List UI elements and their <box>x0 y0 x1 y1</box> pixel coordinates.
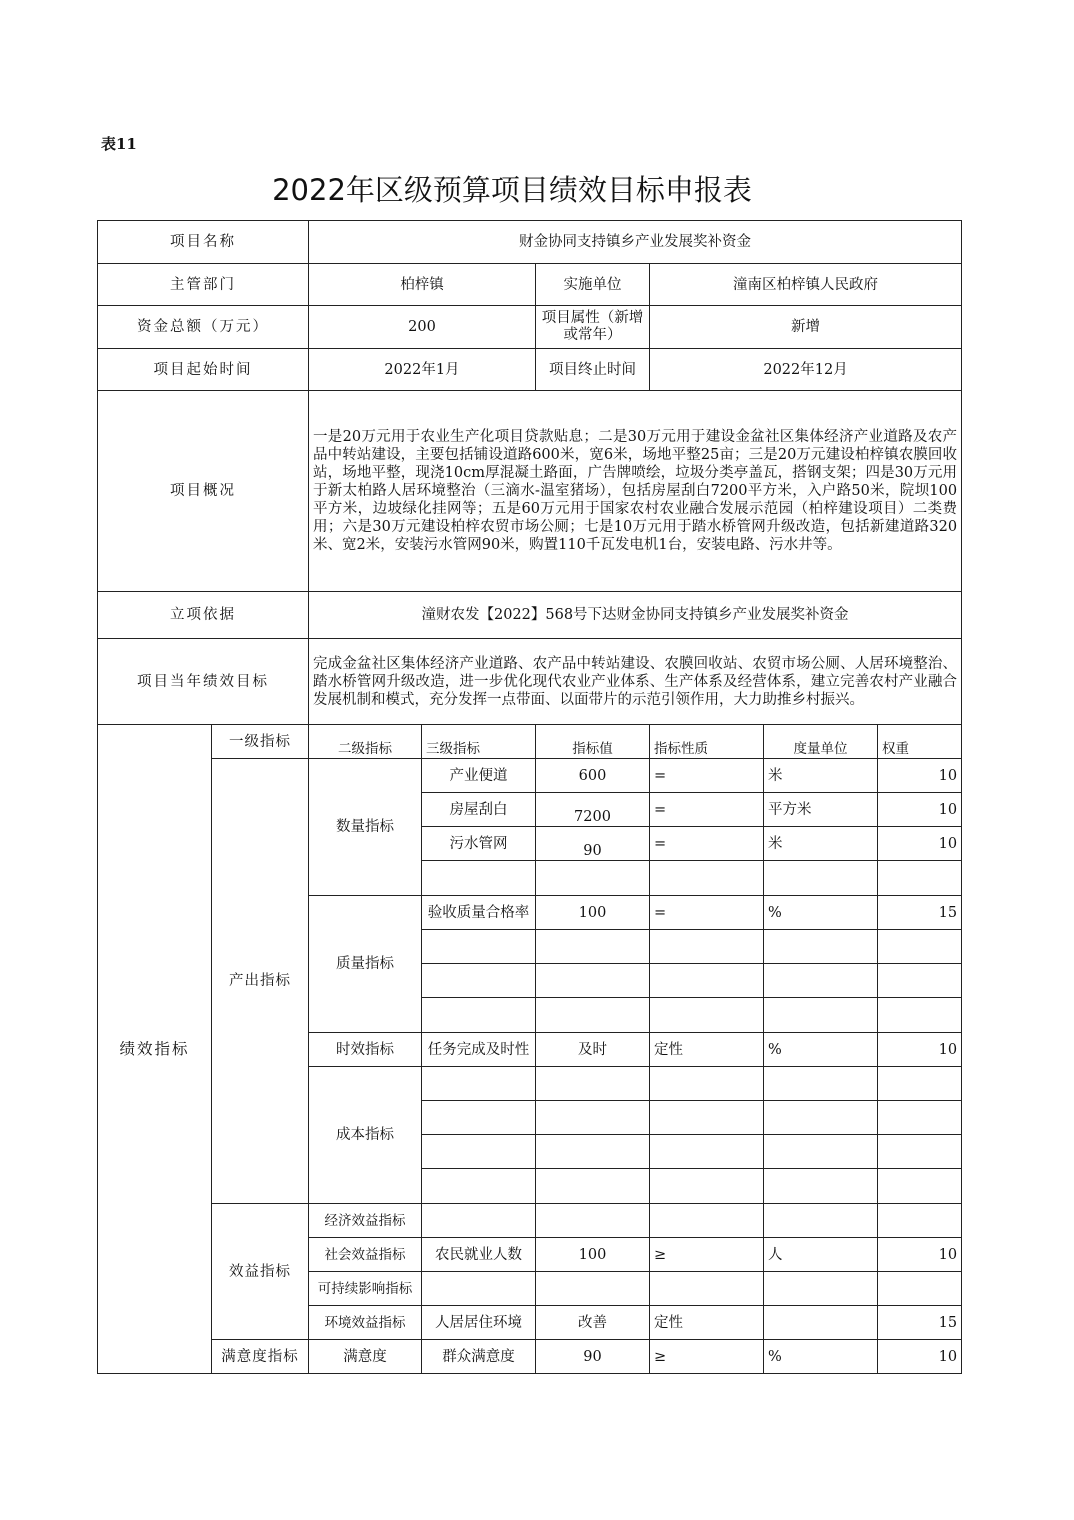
level2-quantity: 数量指标 <box>309 759 422 896</box>
indicator-value: 600 <box>536 759 650 793</box>
indicator-nature: 定性 <box>650 1306 764 1340</box>
empty-cell <box>422 930 536 964</box>
project-attribute-label: 项目属性（新增或常年） <box>536 306 650 349</box>
end-time-label: 项目终止时间 <box>536 349 650 391</box>
indicator-value: 7200 <box>536 793 650 827</box>
total-fund-label: 资金总额（万元） <box>98 306 309 349</box>
empty-cell <box>536 1101 650 1135</box>
level1-benefit: 效益指标 <box>212 1204 309 1340</box>
indicator-nature: = <box>650 759 764 793</box>
indicator-weight: 15 <box>878 1306 962 1340</box>
header-level2: 二级指标 <box>309 725 422 759</box>
indicator-weight: 10 <box>878 827 962 861</box>
empty-cell <box>764 964 878 998</box>
indicator-value: 改善 <box>536 1306 650 1340</box>
start-time-value: 2022年1月 <box>309 349 536 391</box>
empty-cell <box>878 998 962 1033</box>
header-level3: 三级指标 <box>422 725 536 759</box>
indicator-value: 100 <box>536 896 650 930</box>
empty-cell <box>536 861 650 896</box>
indicator-unit: 平方米 <box>764 793 878 827</box>
indicator-name: 房屋刮白 <box>422 793 536 827</box>
indicator-name: 任务完成及时性 <box>422 1033 536 1067</box>
empty-cell <box>764 1169 878 1204</box>
overview-label: 项目概况 <box>98 391 309 592</box>
empty-cell <box>422 861 536 896</box>
annual-goal-value: 完成金盆社区集体经济产业道路、农产品中转站建设、农膜回收站、农贸市场公厕、人居环境整治、踏水桥管网升级改造，进一步优化现代农业产业体系、生产体系及经营体系，建立完善农村产业融合发展机制和模式，充分发挥一点带面、以面带片的示范引领作用，大力助推乡村振兴。 <box>309 639 962 725</box>
empty-cell <box>878 1135 962 1169</box>
level1-output: 产出指标 <box>212 759 309 1204</box>
empty-cell <box>650 861 764 896</box>
project-attribute-value: 新增 <box>650 306 962 349</box>
level1-satisfaction: 满意度指标 <box>212 1340 309 1374</box>
indicator-weight: 10 <box>878 759 962 793</box>
empty-cell <box>764 998 878 1033</box>
indicator-nature: ≥ <box>650 1340 764 1374</box>
indicator-weight: 10 <box>878 793 962 827</box>
indicator-unit: 人 <box>764 1238 878 1272</box>
empty-cell <box>878 1067 962 1101</box>
performance-section-label: 绩效指标 <box>98 725 212 1374</box>
performance-target-table <box>97 220 962 1374</box>
indicator-name: 污水管网 <box>422 827 536 861</box>
empty-cell <box>764 1067 878 1101</box>
indicator-nature: ≥ <box>650 1238 764 1272</box>
indicator-value: 90 <box>536 827 650 861</box>
basis-label: 立项依据 <box>98 592 309 639</box>
level2-satisfaction: 满意度 <box>309 1340 422 1374</box>
header-unit: 度量单位 <box>764 725 878 759</box>
header-weight: 权重 <box>878 725 962 759</box>
empty-cell <box>650 964 764 998</box>
department-label: 主管部门 <box>98 264 309 306</box>
empty-cell <box>422 998 536 1033</box>
project-name-label: 项目名称 <box>98 221 309 264</box>
start-time-label: 项目起始时间 <box>98 349 309 391</box>
indicator-unit: 米 <box>764 827 878 861</box>
empty-cell <box>650 1272 764 1306</box>
empty-cell <box>536 1067 650 1101</box>
empty-cell <box>422 964 536 998</box>
indicator-nature: = <box>650 793 764 827</box>
level2-sustainable: 可持续影响指标 <box>309 1272 422 1306</box>
empty-cell <box>650 930 764 964</box>
empty-cell <box>650 998 764 1033</box>
indicator-unit: % <box>764 896 878 930</box>
empty-cell <box>536 964 650 998</box>
total-fund-value: 200 <box>309 306 536 349</box>
implementing-unit-value: 潼南区柏梓镇人民政府 <box>650 264 962 306</box>
empty-cell <box>878 1169 962 1204</box>
indicator-name: 人居居住环境 <box>422 1306 536 1340</box>
empty-cell <box>422 1204 536 1238</box>
header-nature: 指标性质 <box>650 725 764 759</box>
empty-cell <box>764 861 878 896</box>
level2-economic: 经济效益指标 <box>309 1204 422 1238</box>
indicator-name: 群众满意度 <box>422 1340 536 1374</box>
empty-cell <box>764 1204 878 1238</box>
table-number-label: 表11 <box>101 135 137 153</box>
empty-cell <box>422 1272 536 1306</box>
level2-environment: 环境效益指标 <box>309 1306 422 1340</box>
indicator-value: 及时 <box>536 1033 650 1067</box>
empty-cell <box>878 861 962 896</box>
empty-cell <box>536 1204 650 1238</box>
indicator-unit: 米 <box>764 759 878 793</box>
indicator-value: 90 <box>536 1340 650 1374</box>
empty-cell <box>422 1135 536 1169</box>
empty-cell <box>878 930 962 964</box>
indicator-name: 农民就业人数 <box>422 1238 536 1272</box>
indicator-weight: 15 <box>878 896 962 930</box>
level2-cost: 成本指标 <box>309 1067 422 1204</box>
empty-cell <box>878 1272 962 1306</box>
indicator-value: 100 <box>536 1238 650 1272</box>
header-value: 指标值 <box>536 725 650 759</box>
indicator-name: 产业便道 <box>422 759 536 793</box>
empty-cell <box>650 1204 764 1238</box>
indicator-nature: = <box>650 896 764 930</box>
implementing-unit-label: 实施单位 <box>536 264 650 306</box>
indicator-weight: 10 <box>878 1033 962 1067</box>
empty-cell <box>764 1101 878 1135</box>
indicator-weight: 10 <box>878 1340 962 1374</box>
header-level1: 一级指标 <box>212 725 309 759</box>
empty-cell <box>650 1101 764 1135</box>
empty-cell <box>422 1101 536 1135</box>
empty-cell <box>764 930 878 964</box>
page-title-text: 2022年区级预算项目绩效目标申报表 <box>272 173 752 207</box>
department-value: 柏梓镇 <box>309 264 536 306</box>
indicator-weight: 10 <box>878 1238 962 1272</box>
annual-goal-label: 项目当年绩效目标 <box>98 639 309 725</box>
empty-cell <box>536 1169 650 1204</box>
empty-cell <box>878 1204 962 1238</box>
empty-cell <box>650 1135 764 1169</box>
empty-cell <box>536 930 650 964</box>
level2-timeliness: 时效指标 <box>309 1033 422 1067</box>
overview-value: 一是20万元用于农业生产化项目贷款贴息；二是30万元用于建设金盆社区集体经济产业道路及农产品中转站建设，主要包括铺设道路600米，宽6米，场地平整25亩；三是20万元建设柏梓镇农膜回收站，场地平整，现浇10cm厚混凝土路面，广告牌喷绘，垃圾分类亭盖瓦，搭钢支架；四是30万元用于新太柏路人居环境整治（三滴水-温室猪场），包括房屋刮白7200平方米，入户路50米，院坝100平方米，边坡绿化挂网等；五是60万元用于国家农村农业融合发展示范园（柏梓建设项目）二类费用；六是30万元建设柏梓农贸市场公厕；七是10万元用于踏水桥管网升级改造，包括新建道路320米、宽2米，安装污水管网90米，购置110千瓦发电机1台，安装电路、污水井等。 <box>309 391 962 592</box>
indicator-name: 验收质量合格率 <box>422 896 536 930</box>
empty-cell <box>536 998 650 1033</box>
indicator-nature: = <box>650 827 764 861</box>
empty-cell <box>878 1101 962 1135</box>
empty-cell <box>878 964 962 998</box>
level2-social: 社会效益指标 <box>309 1238 422 1272</box>
empty-cell <box>422 1169 536 1204</box>
basis-value: 潼财农发【2022】568号下达财金协同支持镇乡产业发展奖补资金 <box>309 592 962 639</box>
empty-cell <box>650 1169 764 1204</box>
empty-cell <box>536 1272 650 1306</box>
page-title <box>0 168 1074 209</box>
empty-cell <box>764 1272 878 1306</box>
project-name-value: 财金协同支持镇乡产业发展奖补资金 <box>309 221 962 264</box>
empty-cell <box>536 1135 650 1169</box>
indicator-unit: % <box>764 1340 878 1374</box>
indicator-unit: % <box>764 1033 878 1067</box>
indicator-unit <box>764 1306 878 1340</box>
empty-cell <box>650 1067 764 1101</box>
end-time-value: 2022年12月 <box>650 349 962 391</box>
indicator-nature: 定性 <box>650 1033 764 1067</box>
empty-cell <box>422 1067 536 1101</box>
level2-quality: 质量指标 <box>309 896 422 1033</box>
empty-cell <box>764 1135 878 1169</box>
